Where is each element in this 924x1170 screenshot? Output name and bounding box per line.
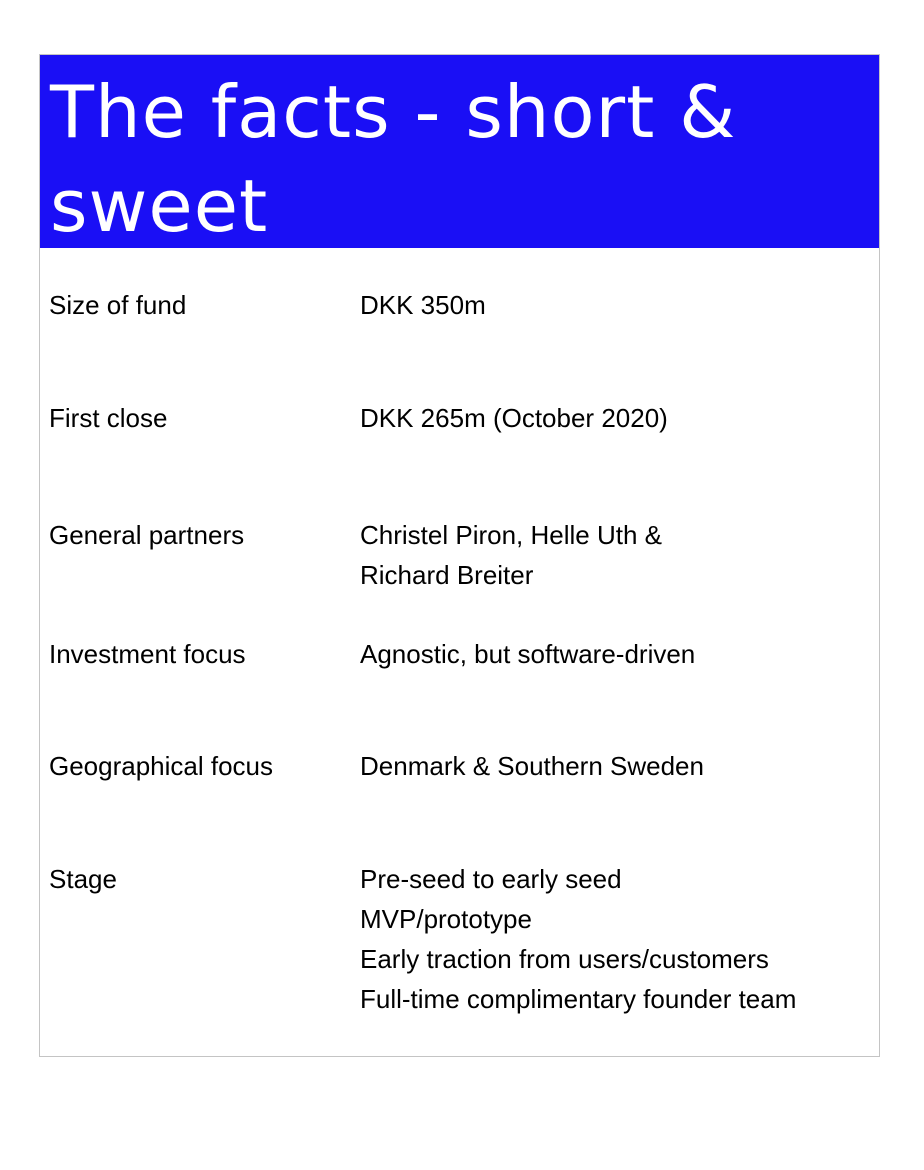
fact-label: Size of fund xyxy=(49,290,187,320)
facts-card xyxy=(39,54,880,1057)
fact-value xyxy=(360,859,796,1019)
fact-label: Investment focus xyxy=(49,639,246,669)
fact-label: Geographical focus xyxy=(49,751,274,781)
fact-label: First close xyxy=(49,403,168,433)
fact-label: General partners xyxy=(49,520,245,550)
fact-value-line: Denmark & Southern Sweden xyxy=(360,751,704,781)
fact-value xyxy=(360,746,704,786)
fact-value-line: Agnostic, but software-driven xyxy=(360,639,696,669)
fact-value-line: DKK 350m xyxy=(360,290,486,320)
fact-value-line: MVP/prototype xyxy=(360,904,532,934)
fact-value xyxy=(360,634,695,674)
fact-value-line: DKK 265m (October 2020) xyxy=(360,403,668,433)
fact-value-line: Richard Breiter xyxy=(360,560,534,590)
fact-value-line: Christel Piron, Helle Uth & xyxy=(360,520,662,550)
fact-label: Stage xyxy=(49,864,117,894)
fact-value-line: Pre-seed to early seed xyxy=(360,864,622,894)
fact-value-line: Early traction from users/customers xyxy=(360,944,769,974)
fact-value-line: Full-time complimentary founder team xyxy=(360,984,797,1014)
page-title: The facts - short & sweet xyxy=(50,70,737,248)
fact-value xyxy=(360,285,486,325)
fact-value xyxy=(360,515,662,595)
fact-value xyxy=(360,398,668,438)
title-banner xyxy=(40,55,879,248)
